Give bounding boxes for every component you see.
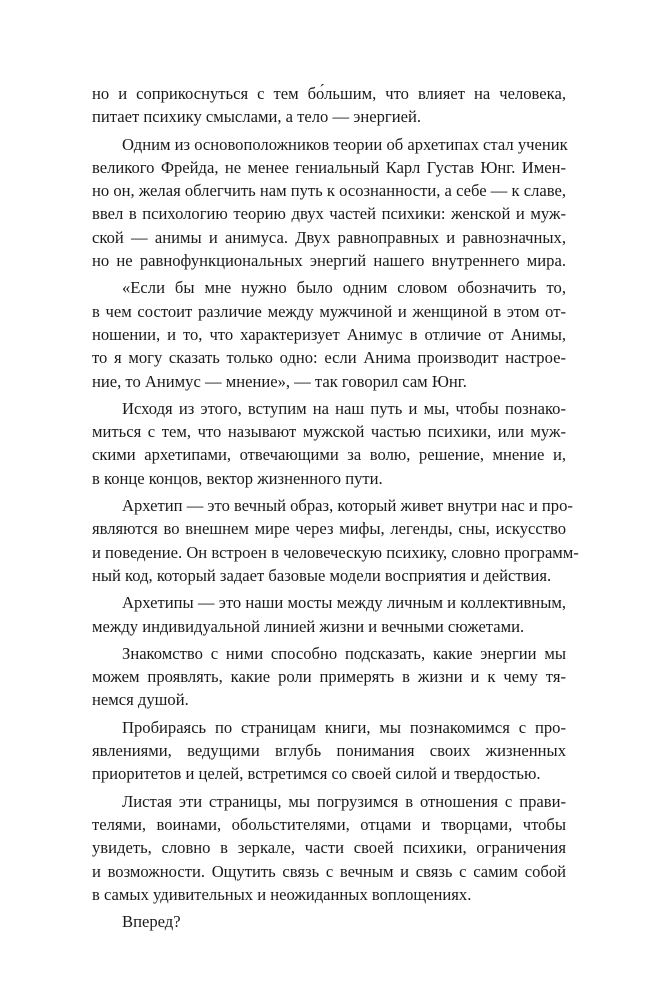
text-line: Исходя из этого, вступим на наш путь и мы, чтобы познако- (122, 398, 566, 418)
text-line: Одним из основоположников теории об архетипах стал ученик (122, 134, 568, 154)
paragraph (92, 642, 566, 712)
text-line: в конце концов, вектор жизненного пути. (92, 468, 383, 488)
text-line: миться с тем, что называют мужской частью психики, или муж- (92, 422, 566, 442)
text-line: Знакомство с ними способно подсказать, какие энергии мы (122, 643, 566, 663)
paragraph (92, 591, 566, 638)
text-line: увидеть, словно в зеркале, части своей психики, ограничения (92, 838, 566, 858)
book-page (92, 82, 579, 933)
text-line: ввел в психологию теорию двух частей психики: женской и муж- (92, 204, 566, 224)
paragraph (92, 790, 566, 906)
text-line: ношении, и то, что характеризует Анимус в отличие от Анимы, (92, 324, 566, 344)
text-line: в чем состоит различие между мужчиной и женщиной в этом от- (92, 301, 566, 321)
text-line: ской — анимы и анимуса. Двух равноправных и равнозначных, (92, 227, 566, 247)
text-line: приоритетов и целей, встретимся со своей силой и твердостью. (92, 764, 541, 784)
text-line: Архетип — это вечный образ, который живет внутри нас и про- (122, 496, 573, 516)
paragraph (92, 133, 566, 273)
text-line: Листая эти страницы, мы погрузимся в отношения с прави- (122, 791, 566, 811)
text-line: Пробираясь по страницам книги, мы познакомимся с про- (122, 717, 566, 737)
text-line: Архетипы — это наши мосты между личным и коллективным, (122, 593, 566, 613)
text-line: ние, то Анимус — мнение», — так говорил сам Юнг. (92, 371, 467, 391)
text-line: можем проявлять, какие роли примерять в жизни и к чему тя- (92, 667, 566, 687)
text-line: немся душой. (92, 690, 189, 710)
text-line: скими архетипами, отвечающими за волю, решение, мнение и, (92, 445, 566, 465)
text-line: но он, желая облегчить нам путь к осознанности, а себе — к славе, (92, 181, 566, 201)
text-line: ный код, который задает базовые модели восприятия и действия. (92, 565, 552, 585)
text-line: то я могу сказать только одно: если Анима производит настрое- (92, 348, 566, 368)
paragraph (92, 82, 566, 129)
text-line: великого Фрейда, не менее гениальный Карл Густав Юнг. Имен- (92, 157, 566, 177)
text-line: питает психику смыслами, а тело — энергией. (92, 107, 421, 127)
text-line: Вперед? (122, 912, 181, 932)
text-line: являются во внешнем мире через мифы, легенды, сны, искусство (92, 519, 566, 539)
paragraph (92, 716, 566, 786)
paragraph (92, 397, 566, 490)
text-line: телями, воинами, обольстителями, отцами и творцами, чтобы (92, 814, 566, 834)
paragraph (92, 494, 579, 587)
text-line: между индивидуальной линией жизни и вечными сюжетами. (92, 616, 525, 636)
paragraph (92, 276, 566, 392)
text-line: и возможности. Ощутить связь с вечным и связь с самим собой (92, 861, 566, 881)
text-line: но и соприкоснуться с тем бо́льшим, что влияет на человека, (92, 84, 566, 103)
paragraph (92, 910, 566, 933)
text-line: «Если бы мне нужно было одним словом обозначить то, (122, 278, 566, 298)
text-line: и поведение. Он встроен в человеческую психику, словно программ- (92, 542, 579, 562)
text-line: но не равнофункциональных энергий нашего внутреннего мира. (92, 251, 566, 271)
text-line: в самых удивительных и неожиданных воплощениях. (92, 884, 472, 904)
text-line: явлениями, ведущими вглубь понимания своих жизненных (92, 741, 566, 761)
